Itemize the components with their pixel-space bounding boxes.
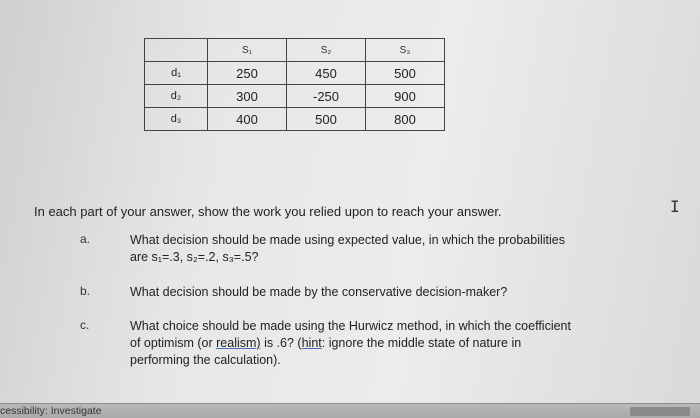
row-label-d1: d₁	[145, 62, 208, 85]
row-label-d2: d₂	[145, 85, 208, 108]
question-c-text	[130, 318, 640, 369]
table-cell: 250	[208, 62, 287, 85]
table-header-row	[145, 39, 445, 62]
table-cell: 500	[366, 62, 445, 85]
table-row	[145, 85, 445, 108]
accessibility-status[interactable]: cessibility: Investigate	[0, 405, 102, 417]
question-b-label: b.	[80, 284, 91, 298]
question-c-text-part: : ignore the middle state of nature in	[321, 336, 522, 350]
row-label-d3: d₃	[145, 108, 208, 131]
question-b-text: What decision should be made by the conservative decision-maker?	[130, 285, 508, 299]
question-c-line2	[130, 335, 640, 352]
status-bar	[0, 403, 700, 418]
table-row	[145, 62, 445, 85]
question-a-line1: What decision should be made using expected value, in which the probabilities	[130, 233, 565, 247]
table-cell: 300	[208, 85, 287, 108]
table-corner-cell	[145, 39, 208, 62]
question-c-line1: What choice should be made using the Hurwicz method, in which the coefficient	[130, 319, 571, 333]
question-a-line2: are s₁=.3, s₂=.2, s₃=.5?	[130, 250, 259, 264]
question-c-text-part: is .6? (	[260, 336, 302, 350]
header-s3: S₃	[366, 39, 445, 62]
realism-word: realism)	[216, 336, 261, 350]
table-cell: 900	[366, 85, 445, 108]
table-cell: 450	[287, 62, 366, 85]
header-s2: S₂	[287, 39, 366, 62]
table-cell: 500	[287, 108, 366, 131]
instruction-text: In each part of your answer, show the work you relied upon to reach your answer.	[34, 204, 502, 219]
header-s1: S₁	[208, 39, 287, 62]
question-c-text-part: of optimism (or	[130, 336, 217, 350]
question-a-text	[130, 232, 640, 266]
taskbar-tray	[630, 407, 690, 416]
hint-word: hint	[301, 336, 322, 350]
question-c-label: c.	[80, 318, 90, 332]
text-cursor-icon: I	[670, 197, 680, 216]
table-row	[145, 108, 445, 131]
table-cell: 400	[208, 108, 287, 131]
question-a-label: a.	[80, 232, 91, 246]
table-cell: -250	[287, 85, 366, 108]
payoff-table	[144, 38, 445, 131]
question-c-line3: performing the calculation).	[130, 353, 281, 367]
table-cell: 800	[366, 108, 445, 131]
